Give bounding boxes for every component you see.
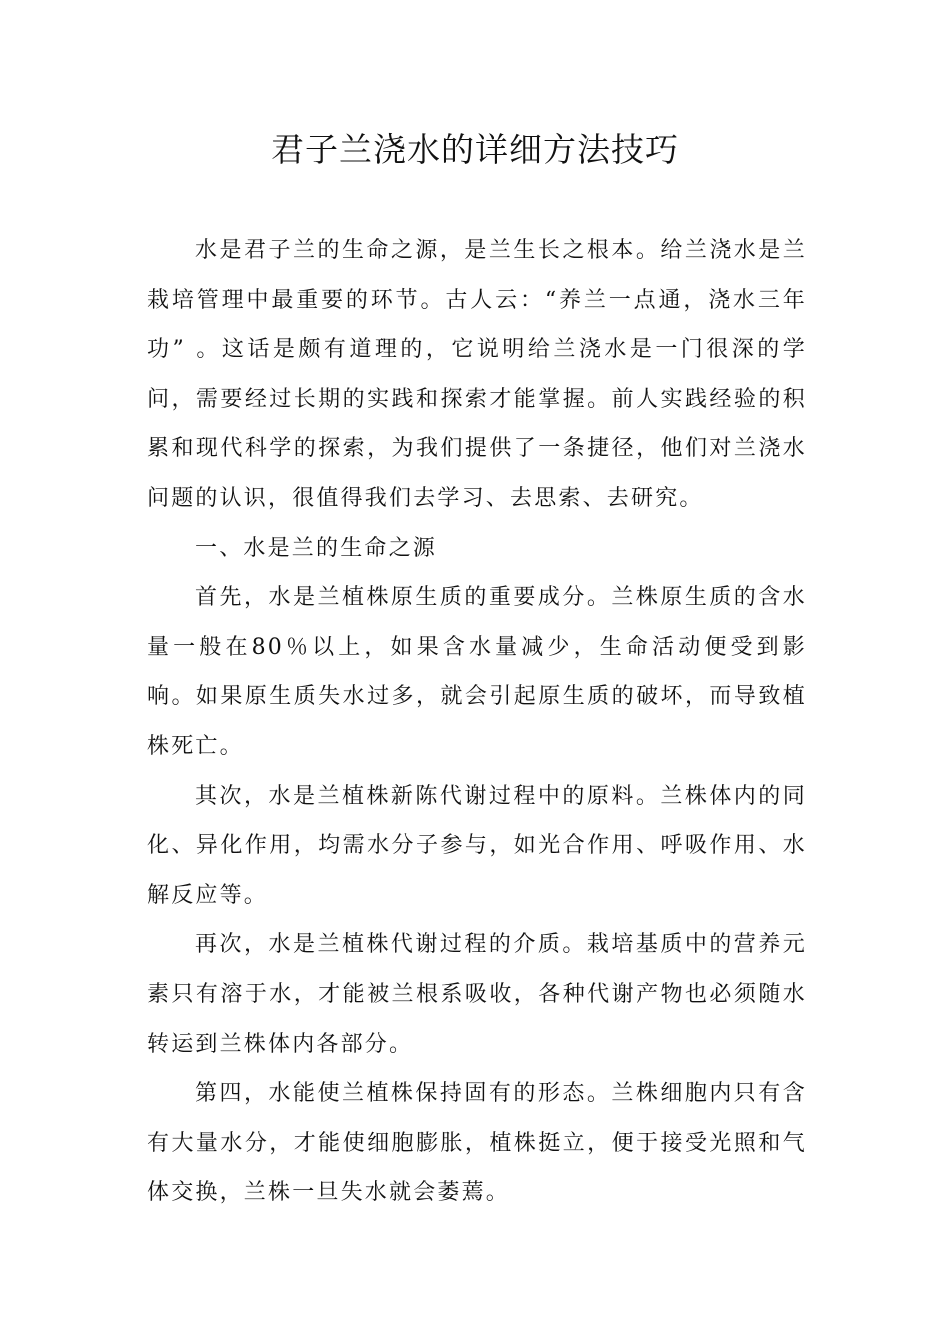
document-title: 君子兰浇水的详细方法技巧 [271, 130, 679, 169]
paragraph-second: 其次，水是兰植株新陈代谢过程中的原料。兰株体内的同化、异化作用，均需水分子参与，如光合作用、呼吸作用、水解反应等。 [147, 783, 807, 908]
paragraph-fourth: 第四，水能使兰植株保持固有的形态。兰株细胞内只有含有大量水分，才能使细胞膨胀，植株挺立，便于接受光照和气体交换，兰株一旦失水就会萎蔫。 [147, 1081, 807, 1206]
section-heading: 一、水是兰的生命之源 [195, 535, 438, 561]
paragraph-third: 再次，水是兰植株代谢过程的介质。栽培基质中的营养元素只有溶于水，才能被兰根系吸收，各种代谢产物也必须随水转运到兰株体内各部分。 [147, 932, 807, 1057]
paragraph-first: 首先，水是兰植株原生质的重要成分。兰株原生质的含水量一般在80％以上，如果含水量减少，生命活动便受到影响。如果原生质失水过多，就会引起原生质的破坏，而导致植株死亡。 [147, 585, 807, 759]
paragraph-intro: 水是君子兰的生命之源，是兰生长之根本。给兰浇水是兰栽培管理中最重要的环节。古人云：“养兰一点通，浇水三年功” 。这话是颇有道理的，它说明给兰浇水是一门很深的学问，需要经过长期的实践和探索才能掌握。前人实践经验的积累和现代科学的探索，为我们提供了一条捷径，他们对兰浇水问题的认识，很值得我们去学习、去思索、去研究。 [147, 238, 807, 511]
document-body [147, 226, 807, 1218]
